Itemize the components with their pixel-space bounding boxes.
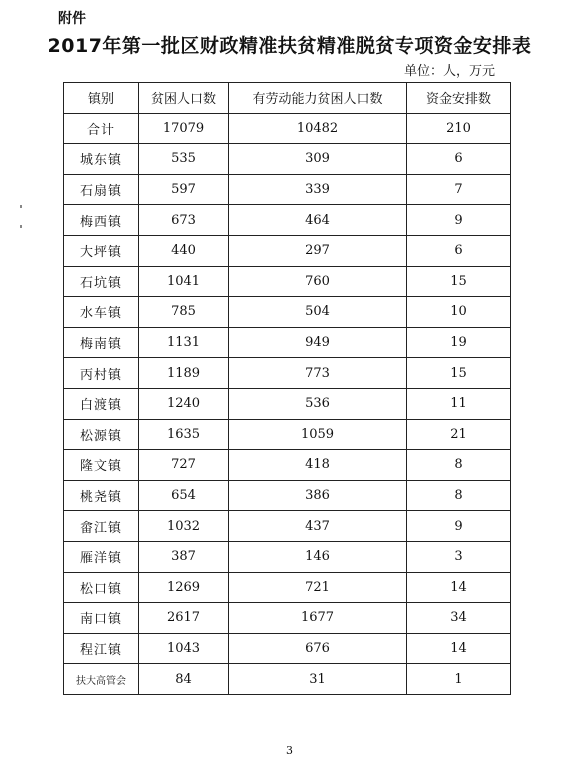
cell-poor-population: 1635 [139, 419, 229, 450]
cell-poor-population: 654 [139, 480, 229, 511]
cell-poor-population: 2617 [139, 603, 229, 634]
cell-labor-capable-poor: 504 [229, 297, 407, 328]
table-row [64, 480, 511, 511]
cell-labor-capable-poor: 437 [229, 511, 407, 542]
cell-labor-capable-poor: 386 [229, 480, 407, 511]
funding-table [63, 82, 511, 695]
column-header-town: 镇别 [64, 83, 139, 114]
cell-town: 丙村镇 [64, 358, 139, 389]
table-row [64, 358, 511, 389]
table-row [64, 205, 511, 236]
cell-poor-population: 535 [139, 144, 229, 175]
cell-poor-population: 387 [139, 541, 229, 572]
cell-labor-capable-poor: 339 [229, 174, 407, 205]
column-header-funding: 资金安排数 [407, 83, 511, 114]
page-number: 3 [286, 744, 293, 757]
cell-town: 畲江镇 [64, 511, 139, 542]
cell-town: 合计 [64, 113, 139, 144]
cell-labor-capable-poor: 418 [229, 450, 407, 481]
table-row [64, 388, 511, 419]
cell-town: 梅西镇 [64, 205, 139, 236]
table-header-row [64, 83, 511, 114]
cell-poor-population: 727 [139, 450, 229, 481]
cell-labor-capable-poor: 146 [229, 541, 407, 572]
cell-town: 白渡镇 [64, 388, 139, 419]
cell-poor-population: 84 [139, 664, 229, 695]
column-header-poor-population: 贫困人口数 [139, 83, 229, 114]
cell-labor-capable-poor: 773 [229, 358, 407, 389]
cell-funding: 8 [407, 450, 511, 481]
table-row [64, 572, 511, 603]
cell-labor-capable-poor: 309 [229, 144, 407, 175]
cell-funding: 21 [407, 419, 511, 450]
cell-funding: 15 [407, 358, 511, 389]
cell-funding: 10 [407, 297, 511, 328]
cell-labor-capable-poor: 949 [229, 327, 407, 358]
cell-labor-capable-poor: 1677 [229, 603, 407, 634]
cell-labor-capable-poor: 464 [229, 205, 407, 236]
table-row [64, 450, 511, 481]
attachment-label: 附件 [58, 11, 86, 27]
table-row [64, 327, 511, 358]
cell-town: 石扇镇 [64, 174, 139, 205]
cell-poor-population: 440 [139, 235, 229, 266]
cell-funding: 11 [407, 388, 511, 419]
cell-town: 城东镇 [64, 144, 139, 175]
cell-poor-population: 1043 [139, 633, 229, 664]
cell-funding: 6 [407, 144, 511, 175]
cell-town: 松源镇 [64, 419, 139, 450]
cell-town: 桃尧镇 [64, 480, 139, 511]
unit-note: 单位：人，万元 [403, 64, 495, 79]
cell-town: 松口镇 [64, 572, 139, 603]
cell-poor-population: 17079 [139, 113, 229, 144]
cell-funding: 14 [407, 633, 511, 664]
cell-town: 梅南镇 [64, 327, 139, 358]
cell-town: 程江镇 [64, 633, 139, 664]
cell-poor-population: 1240 [139, 388, 229, 419]
cell-poor-population: 1032 [139, 511, 229, 542]
table-row [64, 664, 511, 695]
table-row [64, 419, 511, 450]
scan-mark [20, 225, 22, 228]
cell-poor-population: 597 [139, 174, 229, 205]
cell-labor-capable-poor: 297 [229, 235, 407, 266]
table-row [64, 297, 511, 328]
cell-labor-capable-poor: 1059 [229, 419, 407, 450]
table-row [64, 235, 511, 266]
cell-labor-capable-poor: 760 [229, 266, 407, 297]
table-row [64, 174, 511, 205]
table-row [64, 511, 511, 542]
cell-poor-population: 1131 [139, 327, 229, 358]
cell-town: 水车镇 [64, 297, 139, 328]
scan-mark [20, 205, 22, 208]
cell-labor-capable-poor: 676 [229, 633, 407, 664]
cell-labor-capable-poor: 10482 [229, 113, 407, 144]
cell-funding: 210 [407, 113, 511, 144]
cell-funding: 19 [407, 327, 511, 358]
cell-funding: 14 [407, 572, 511, 603]
cell-funding: 8 [407, 480, 511, 511]
cell-funding: 1 [407, 664, 511, 695]
cell-poor-population: 1189 [139, 358, 229, 389]
cell-labor-capable-poor: 31 [229, 664, 407, 695]
cell-town: 大坪镇 [64, 235, 139, 266]
cell-poor-population: 785 [139, 297, 229, 328]
cell-town: 石坑镇 [64, 266, 139, 297]
cell-town: 南口镇 [64, 603, 139, 634]
cell-town: 雁洋镇 [64, 541, 139, 572]
cell-funding: 7 [407, 174, 511, 205]
cell-funding: 3 [407, 541, 511, 572]
cell-town: 扶大高管会 [64, 664, 139, 695]
table-row [64, 603, 511, 634]
table-body [64, 113, 511, 694]
table-row [64, 144, 511, 175]
table-row [64, 541, 511, 572]
cell-funding: 34 [407, 603, 511, 634]
cell-funding: 9 [407, 511, 511, 542]
cell-poor-population: 1041 [139, 266, 229, 297]
column-header-labor-capable-poor: 有劳动能力贫困人口数 [229, 83, 407, 114]
cell-poor-population: 1269 [139, 572, 229, 603]
cell-labor-capable-poor: 721 [229, 572, 407, 603]
table-row [64, 113, 511, 144]
table-row [64, 266, 511, 297]
cell-labor-capable-poor: 536 [229, 388, 407, 419]
cell-funding: 15 [407, 266, 511, 297]
cell-funding: 6 [407, 235, 511, 266]
cell-town: 隆文镇 [64, 450, 139, 481]
page-title: 2017年第一批区财政精准扶贫精准脱贫专项资金安排表 [47, 35, 532, 57]
cell-poor-population: 673 [139, 205, 229, 236]
table-row [64, 633, 511, 664]
cell-funding: 9 [407, 205, 511, 236]
